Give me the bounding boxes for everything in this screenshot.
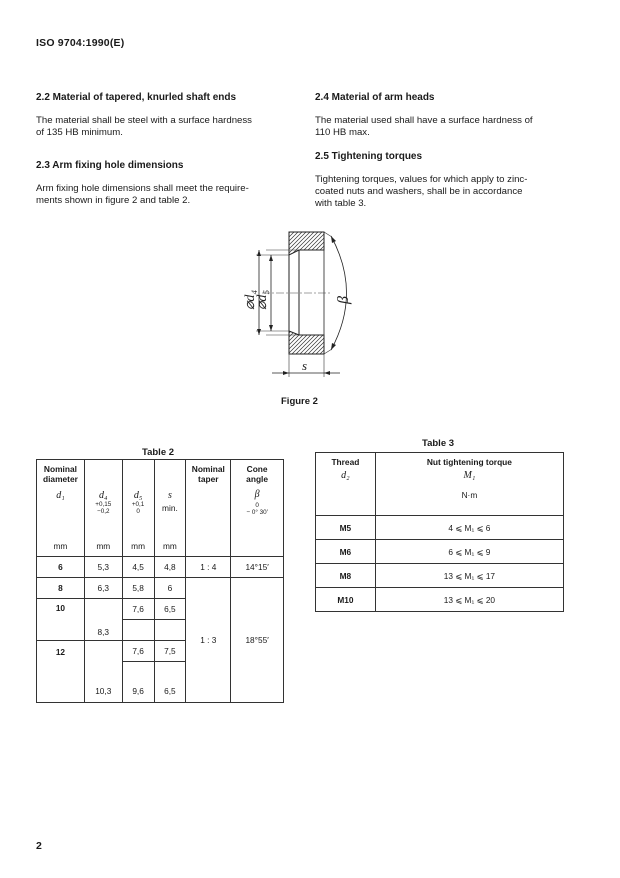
cell-d4: 5,3 <box>84 557 122 578</box>
arrowhead <box>283 371 289 375</box>
header-text: min. <box>162 503 178 513</box>
arrowhead <box>257 250 261 256</box>
section-2-4-text <box>315 115 533 139</box>
cell-d4: 6,3 <box>84 578 122 599</box>
cell-s: 6 <box>154 578 186 599</box>
arrowhead <box>269 325 273 331</box>
extension-line <box>324 232 332 237</box>
cell-d1: 6 <box>37 557 85 578</box>
header-text: Thread <box>331 457 360 467</box>
section-2-2-text <box>36 115 252 139</box>
table-row <box>316 564 564 588</box>
cell-thread: M8 <box>316 564 376 588</box>
header-torque <box>375 453 563 516</box>
document-id: ISO 9704:1990(E) <box>36 37 125 49</box>
section-2-5-line: coated nuts and washers, shall be in accordance <box>315 186 523 197</box>
header-symbol: β <box>254 489 260 500</box>
cell-d5: 5,8 <box>122 578 154 599</box>
section-2-3-line: ments shown in figure 2 and table 2. <box>36 195 191 206</box>
table-3 <box>315 452 564 612</box>
header-d5 <box>122 460 154 537</box>
cell-s: 7,5 <box>154 641 186 662</box>
tolerance: +0,15 <box>95 501 112 508</box>
cell-d5: 4,5 <box>122 557 154 578</box>
hatched-section-top <box>289 232 324 255</box>
arrowhead <box>269 255 273 261</box>
table-row <box>37 557 284 578</box>
table-2-caption: Table 2 <box>142 447 175 458</box>
section-2-2-line: The material shall be steel with a surface hardness <box>36 115 252 126</box>
cell-torque: 6 ⩽ M₁ ⩽ 9 <box>375 540 563 564</box>
cell-thread: M6 <box>316 540 376 564</box>
label-beta: β <box>335 296 352 304</box>
section-2-2-line: of 135 HB minimum. <box>36 127 123 138</box>
tolerance: +0,1 <box>131 501 145 508</box>
label-d5: ⌀d₅ <box>255 289 270 310</box>
cell-empty <box>84 641 122 662</box>
table-2 <box>36 459 284 703</box>
cell-d4: 8,3 <box>84 599 122 641</box>
cell-d1: 10 <box>37 599 85 641</box>
unit-cell: mm <box>37 536 85 557</box>
cell-thread: M10 <box>316 588 376 612</box>
header-symbol: d₁ <box>56 490 65 501</box>
section-2-5-line: Tightening torques, values for which apply to zinc- <box>315 174 528 185</box>
label-s: s <box>302 358 308 373</box>
section-2-5-text <box>315 174 527 210</box>
beta-arc <box>331 236 347 350</box>
section-2-4-line: 110 HB max. <box>315 127 370 138</box>
unit-cell: mm <box>154 536 186 557</box>
tolerance: 0 <box>255 502 259 509</box>
cell-angle: 18°55′ <box>231 578 284 703</box>
cell-torque: 13 ⩽ M₁ ⩽ 17 <box>375 564 563 588</box>
cell-taper: 1 : 4 <box>186 557 231 578</box>
header-nominal-diameter <box>37 460 85 537</box>
cell-d1: 8 <box>37 578 85 599</box>
header-text: Nominal <box>43 464 77 474</box>
table-row <box>316 516 564 540</box>
cell-d5: 9,6 <box>122 662 154 703</box>
arrowhead <box>257 329 261 335</box>
cell-s: 6,5 <box>154 662 186 703</box>
arrowhead <box>331 343 336 350</box>
header-s <box>154 460 186 537</box>
hatched-section-bottom <box>289 331 324 354</box>
header-text: angle <box>246 474 269 484</box>
cell-taper: 1 : 3 <box>186 578 231 703</box>
cell-torque: 13 ⩽ M₁ ⩽ 20 <box>375 588 563 612</box>
cell-d1: 12 <box>37 641 85 703</box>
section-2-5-title: 2.5 Tightening torques <box>315 151 423 162</box>
arrowhead <box>331 236 336 243</box>
cell-s: 6,5 <box>154 599 186 620</box>
section-2-5-line: with table 3. <box>315 198 367 209</box>
unit-cell: mm <box>122 536 154 557</box>
cell-s: 4,8 <box>154 557 186 578</box>
header-nominal-taper <box>186 460 231 557</box>
section-2-4-line: The material used shall have a surface hardness of <box>315 115 533 126</box>
cell-angle: 14°15′ <box>231 557 284 578</box>
cell-d4: 10,3 <box>84 662 122 703</box>
header-symbol: d₄ <box>99 490 108 501</box>
header-text: diameter <box>42 474 78 484</box>
cell-d5: 7,6 <box>122 599 154 620</box>
tolerance: − 0° 30′ <box>246 509 268 516</box>
header-text: Cone <box>246 464 268 474</box>
header-symbol: s <box>167 490 172 501</box>
header-cone-angle <box>231 460 284 557</box>
tolerance: −0,2 <box>97 508 110 515</box>
section-2-3-title: 2.3 Arm fixing hole dimensions <box>36 160 184 171</box>
section-2-2-title: 2.2 Material of tapered, knurled shaft ends <box>36 92 237 103</box>
extension-line <box>324 349 332 354</box>
table-row <box>316 588 564 612</box>
table-3-caption: Table 3 <box>422 438 455 449</box>
figure-caption: Figure 2 <box>281 396 318 407</box>
label-d4: ⌀d₄ <box>243 289 258 310</box>
header-thread <box>316 453 376 516</box>
header-d4 <box>84 460 122 537</box>
header-text: Nut tightening torque <box>426 457 512 467</box>
header-text: taper <box>198 474 219 484</box>
section-2-3-line: Arm fixing hole dimensions shall meet the require- <box>36 183 249 194</box>
table-row <box>316 540 564 564</box>
table-row <box>316 453 564 516</box>
table-row <box>37 460 284 537</box>
table-row <box>37 578 284 599</box>
tolerance: 0 <box>136 508 140 515</box>
unit-cell: mm <box>84 536 122 557</box>
header-symbol: d₂ <box>341 470 350 481</box>
header-text: Nominal <box>191 464 225 474</box>
cell-d5: 7,6 <box>122 641 154 662</box>
page-number: 2 <box>36 840 42 852</box>
header-symbol: d₅ <box>133 490 143 501</box>
section-2-4-title: 2.4 Material of arm heads <box>315 92 435 103</box>
figure-2-drawing <box>220 222 370 387</box>
header-symbol: M₁ <box>463 470 476 481</box>
cell-empty <box>154 620 186 641</box>
cell-empty <box>122 620 154 641</box>
arrowhead <box>324 371 330 375</box>
header-unit: N·m <box>461 490 478 500</box>
cell-thread: M5 <box>316 516 376 540</box>
cell-torque: 4 ⩽ M₁ ⩽ 6 <box>375 516 563 540</box>
section-2-3-text <box>36 183 249 207</box>
